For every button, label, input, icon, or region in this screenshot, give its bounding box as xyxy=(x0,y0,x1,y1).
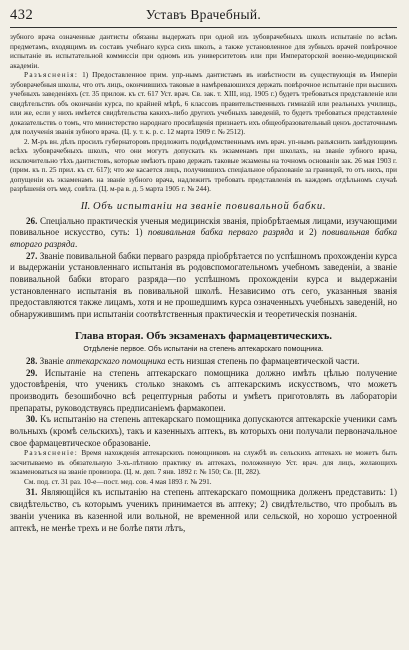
article-28-text-2: есть низшая степень по фармацевтической части. xyxy=(165,355,360,366)
article-27-text: Званіе повивальной бабки перваго разряда пріобрѣтается по успѣшномъ прохожденіи курса и выдержаніи установленнаго испытанія въ родовспомогательномъ учебномъ заведеніи, а званіе повивальной бабки втораго разряда—по успѣшномъ прохожденіи курса и выдержаніи установленнаго испытанія въ повивальной школѣ. Независимо отъ сего, указанныя званія предоставляются также лицамъ, хотя и не прошедшимъ курса означенныхъ учебныхъ заведеній, но обнаружившимъ при испытаніи соотвѣтственныя практическія и теоретическія познанія. xyxy=(10,250,397,320)
article-29-text: Испытаніе на степень аптекарскаго помощника должно имѣть цѣлью получение удостовѣренія, что ученикъ столько знакомъ съ аптекарскимъ искусствомъ, что можетъ производить безошибочно всѣ рецептурныя работы и умѣетъ приготовлять въ лабораторіи препараты, руководствуясь предписаніемъ фармакопеи. xyxy=(10,367,397,413)
article-30-clarification-lead: Разъясненіе: xyxy=(24,449,79,458)
article-30-text: Къ испытанію на степень аптекарскаго помощника допускаются аптекарскіе ученики самъ вольныхъ (кромѣ сельскихъ), такъ и казенныхъ аптекъ, въ которыхъ они получали первоначальное свое фармацевтическое образованіе. xyxy=(10,414,397,448)
clarification-1 xyxy=(10,71,397,138)
article-31-number: 31. xyxy=(26,487,38,498)
clarification-lead: Разъясненія: xyxy=(24,71,79,79)
page-header xyxy=(10,7,397,25)
section-title-b: званіе повивальной бабки. xyxy=(190,200,327,212)
article-29 xyxy=(10,368,397,415)
page-content xyxy=(10,33,397,534)
header-rule xyxy=(10,27,397,28)
article-28-number: 28. xyxy=(26,355,38,366)
section-heading xyxy=(10,200,397,213)
article-30-reference: См. под. ст. 31 раз. 10-е—пост. мед. сов. 4 мая 1893 г. № 291. xyxy=(24,477,212,486)
article-26-term-1: повивальная бабка перваго разряда xyxy=(147,227,294,238)
article-30-clarification-text: Время нахожденія аптекарскихъ помощниковъ на службѣ въ сельскихъ аптекахъ не можетъ быть засчитываемо въ обязательную 3-хъ-лѣтнюю практику въ аптекахъ, положенную Уст. врач. для лицъ, желающихъ экзаменоваться на званіе провизора. (Ц. м. деп. 7 янв. 1892 г. № 150; Св. [II, 282). xyxy=(10,449,397,477)
article-28-term: аптекарскаго помощника xyxy=(66,355,166,366)
article-30-clarification xyxy=(10,449,397,478)
article-26-term-2: повивальная бабка втораго разряда xyxy=(10,227,397,249)
article-31-text: Являющійся къ испытанію на степень аптекарскаго помощника долженъ представить: 1) свидѣтельство, съ которымъ ученикъ принимается въ аптеку; 2) свидѣтельство, что пробылъ въ званіи ученика въ казенной или вольной, не временной или сельской, но хорошо устроенной аптекѣ, не менѣе трехъ и не болѣе пяти лѣтъ, xyxy=(10,487,397,533)
chapter-number: Глава вторая. xyxy=(74,329,144,342)
clarification-2: 2. М-ръ вн. дѣлъ просилъ губернаторовъ предложить подвѣдомственнымъ имъ врач. уп-нымъ разъяснить завѣдующимъ всѣхъ зубоврачебныхъ школъ, что они могутъ допускать къ экзаменамъ при школахъ, на званіе зубного врача, исключительно тѣхъ дантистовъ, которые имѣютъ право держать таковые экзамены на точномъ основаніи зак. 26 мая 1903 г. (прим. къ п. 25 прил. къ ст. 617); что же касается лицъ, получившихъ спеціальное образованіе за границей, то отъ нихъ, при допущеніи къ экзаменамъ на званіе зубного врача, надлежитъ требовать представленія въ каждомъ отдѣльномъ случаѣ разрѣшенія отъ мед. совѣта. (Ц. м-ра в. д. 5 марта 1905 г. № 244). xyxy=(10,137,397,193)
running-head: Уставъ Врачебный. xyxy=(145,7,262,22)
chapter-title: Объ экзаменахъ фармацевтическихъ. xyxy=(146,329,333,342)
paragraph-continuation: зубного врача означенные дантисты обязаны выдержать при одной изъ зубоврачебныхъ школъ испытаніе по всѣмъ предметамъ, входящимъ въ составъ учебнаго курса сихъ школъ, а также установленное для зубныхъ врачей повѣрочное испытаніе въ испытательной коммиссіи при одномъ изъ университетовъ или при Императорской военно-медицинской академіи. xyxy=(10,33,397,70)
chapter-heading xyxy=(10,329,397,343)
page-number: 432 xyxy=(10,7,34,23)
article-30 xyxy=(10,414,397,449)
article-26 xyxy=(10,216,397,251)
article-28 xyxy=(10,356,397,368)
clarification-1-text: 1) Предоставленное прим. упр-нымъ дантистамъ въ извѣстности въ существующія въ Имперіи зубоврачебныя школы, что отъ лицъ, окончившихъ таковые в намѣреваюшихся держать повѣрочное испытаніе при высшихъ учебныхъ заведеніяхъ (ст. 35 прилож. къ ст. 617 Уст. врач. Св. зак. т. XIII, изд. 1905 г.) будетъ требоваться представленіе или свидѣтельствъ объ окончаніи курса, по крайней мѣрѣ, 6 классовъ правительственныхъ гимназій или реальныхъ училищъ, или же, если у нихъ имѣется свидѣтельства какихъ-либо другихъ учебныхъ заведеній, то будетъ требоваться представленіе доказательствъ о томъ, что министерство народнаго просвѣщенія признаетъ ихъ общеобразовательный ценэъ достаточнымъ для полученія званія зубного врача. (Ц. у. т. к. р. с. 12 марта 1909 г. № 2512). xyxy=(10,71,397,136)
article-29-number: 29. xyxy=(26,367,38,378)
article-26-number: 26. xyxy=(26,215,38,226)
section-roman: II. xyxy=(80,200,91,212)
section-title-a: Объ испытаніи на xyxy=(92,200,189,212)
department-heading: Отдѣленіе первое. Объ испытаніи на степень аптекарскаго помощника. xyxy=(83,343,324,353)
article-28-text: Званіе xyxy=(37,355,67,366)
article-31 xyxy=(10,487,397,534)
article-26-end: . xyxy=(74,238,78,249)
article-30-number: 30. xyxy=(26,414,38,425)
article-26-text: Спеціально практическія ученыя медицинскія званія, пріобрѣтаемыя лицами, изучающими повивальное искусство, суть: 1) xyxy=(10,215,397,238)
article-26-text-2: и 2) xyxy=(293,227,322,238)
article-27 xyxy=(10,251,397,321)
article-27-number: 27. xyxy=(26,250,38,261)
